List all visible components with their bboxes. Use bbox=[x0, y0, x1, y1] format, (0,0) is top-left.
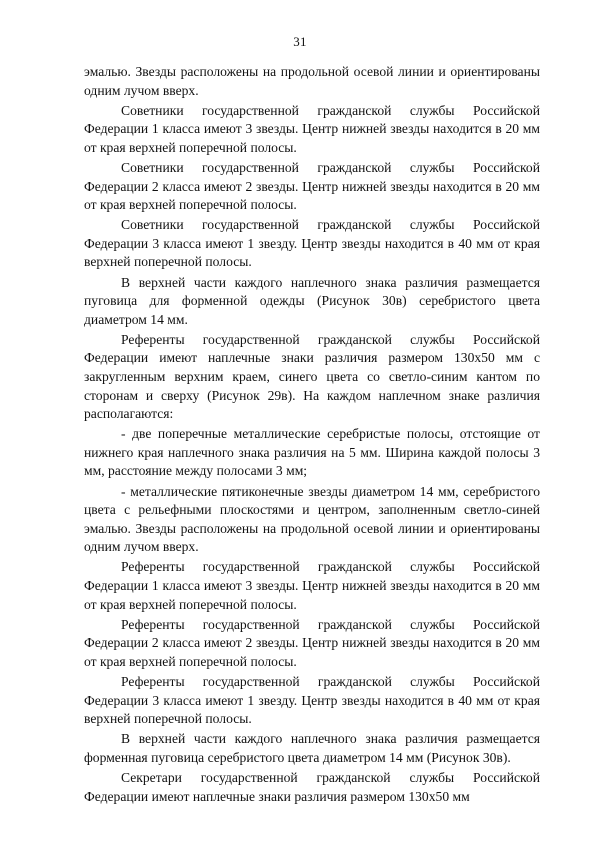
paragraph: Секретари государственной гражданской службы Российской Федерации имеют наплечные знаки различия размером 130х50 мм bbox=[84, 769, 540, 804]
paragraph: Референты государственной гражданской службы Российской Федерации 2 класса имеют 2 звезды. Центр нижней звезды находится в 20 мм от края верхней поперечной полосы. bbox=[84, 616, 540, 669]
paragraph: Референты государственной гражданской службы Российской Федерации 3 класса имеют 1 звезду. Центр звезды находится в 40 мм от края верхней поперечной полосы. bbox=[84, 674, 540, 727]
paragraph: Референты государственной гражданской службы Российской Федерации имеют наплечные знаки различия размером 130х50 мм с закругленным верхним краем, синего цвета со светло-синим кантом по сторонам и сверху (Рисунок 29в). На каждом наплечном знаке различия располагаются: bbox=[84, 331, 540, 422]
paragraph: В верхней части каждого наплечного знака различия размещается форменная пуговица серебристого цвета диаметром 14 мм (Рисунок 30в). bbox=[84, 731, 540, 765]
page-number: 31 bbox=[293, 34, 307, 49]
paragraph: Советники государственной гражданской службы Российской Федерации 3 класса имеют 1 звезду. Центр звезды находится в 40 мм от края верхней поперечной полосы. bbox=[84, 217, 540, 270]
paragraph: - две поперечные металлические серебристые полосы, отстоящие от нижнего края наплечного знака различия на 5 мм. Ширина каждой полосы 3 мм, расстояние между полосами 3 мм; bbox=[84, 426, 540, 479]
document-body bbox=[84, 63, 540, 806]
paragraph: Советники государственной гражданской службы Российской Федерации 1 класса имеют 3 звезды. Центр нижней звезды находится в 20 мм от края верхней поперечной полосы. bbox=[84, 102, 540, 155]
paragraph: Референты государственной гражданской службы Российской Федерации 1 класса имеют 3 звезды. Центр нижней звезды находится в 20 мм от края верхней поперечной полосы. bbox=[84, 559, 540, 612]
paragraph: Советники государственной гражданской службы Российской Федерации 2 класса имеют 2 звезды. Центр нижней звезды находится в 20 мм от края верхней поперечной полосы. bbox=[84, 159, 540, 213]
paragraph: - металлические пятиконечные звезды диаметром 14 мм, серебристого цвета с рельефными плоскостями и центром, заполненным светло-синей эмалью. Звезды расположены на продольной осевой линии и ориентированы одним лучом вверх. bbox=[84, 483, 540, 555]
paragraph: В верхней части каждого наплечного знака различия размещается пуговица для форменной одежды (Рисунок 30в) серебристого цвета диаметром 14 мм. bbox=[84, 274, 540, 327]
paragraph: эмалью. Звезды расположены на продольной осевой линии и ориентированы одним лучом вверх. bbox=[84, 64, 540, 98]
